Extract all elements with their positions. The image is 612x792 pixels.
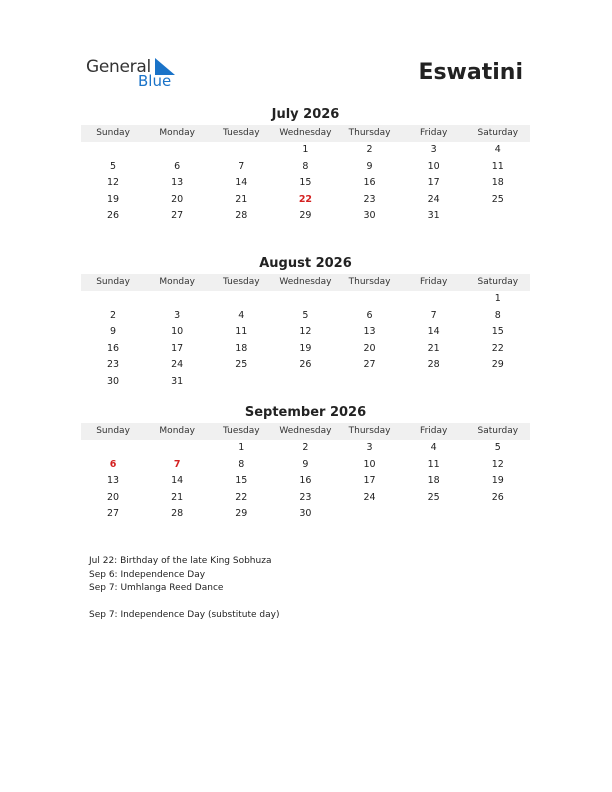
day-cell: 16 [363,177,376,189]
weekday-label: Friday [420,128,448,138]
weekday-label: Wednesday [279,128,332,138]
day-cell [81,291,145,308]
week-row [81,308,530,325]
weekday-header [81,125,530,142]
holiday-note: Jul 22: Birthday of the late King Sobhuza [89,556,272,566]
day-cell: 25 [427,491,440,503]
day-cell: 6 [366,309,373,321]
week-row [81,291,530,308]
week-row [81,357,530,374]
day-cell: 2 [110,309,117,321]
day-cell: 29 [491,359,504,371]
day-cell: 30 [107,375,120,387]
week-row [81,324,530,341]
weekday-label: Tuesday [223,426,260,436]
day-cell: 18 [491,177,504,189]
month-block [81,107,530,225]
weekday-label: Monday [159,128,195,138]
weekday-label: Saturday [477,128,519,138]
day-cell: 31 [171,375,184,387]
day-cell: 15 [235,475,248,487]
month-title: September 2026 [244,405,367,420]
day-cell: 28 [171,508,184,520]
weekday-label: Wednesday [279,426,332,436]
day-cell: 4 [430,442,437,453]
weekday-label: Friday [420,426,448,436]
day-cell [466,374,530,391]
holiday-note: Sep 7: Umhlanga Reed Dance [89,583,224,593]
day-cell: 3 [430,144,437,155]
day-cell: 5 [302,309,309,321]
day-cell: 4 [494,144,501,155]
week-row [81,473,530,490]
day-cell [402,291,466,308]
month-title: August 2026 [259,256,352,271]
day-cell: 2 [302,442,309,453]
day-cell: 14 [427,326,440,338]
day-cell: 24 [171,359,184,371]
weekday-label: Thursday [348,277,391,287]
weekday-label: Tuesday [223,277,260,287]
day-cell: 13 [171,177,184,189]
day-cell: 27 [363,359,376,371]
day-cell: 29 [235,508,248,520]
day-cell: 9 [110,326,117,338]
day-cell [209,374,273,391]
day-cell: 12 [107,177,120,189]
week-row [81,159,530,176]
day-cell: 10 [171,326,184,338]
day-cell: 2 [366,144,373,155]
week-row [81,490,530,507]
day-cell [402,374,466,391]
week-row [81,142,530,159]
day-cell: 26 [299,359,312,371]
day-cell [273,291,337,308]
day-cell: 8 [238,458,245,470]
weekday-label: Saturday [477,426,519,436]
week-row [81,457,530,474]
day-cell: 1 [302,144,309,155]
day-cell: 1 [494,293,501,304]
day-cell: 11 [235,326,248,338]
day-cell: 12 [299,326,312,338]
day-cell: 14 [171,475,184,487]
day-cell: 8 [494,309,501,321]
day-cell: 9 [302,458,309,470]
day-cell: 8 [302,160,309,172]
day-cell: 24 [363,491,376,503]
day-cell: 3 [174,309,181,321]
day-cell: 20 [171,193,184,205]
day-cell: 10 [427,160,440,172]
holiday-notes [89,555,280,623]
holiday-day-cell: 22 [298,193,313,205]
day-cell: 28 [235,210,248,222]
day-cell: 30 [363,210,376,222]
day-cell: 15 [491,326,504,338]
day-cell [466,506,530,523]
day-cell [466,208,530,225]
day-cell [81,142,145,159]
day-cell [145,142,209,159]
day-cell: 27 [107,508,120,520]
holiday-note: Sep 7: Independence Day (substitute day) [89,610,280,620]
day-cell: 24 [427,193,440,205]
day-cell: 21 [427,342,440,354]
day-cell: 31 [427,210,440,222]
month-title: July 2026 [271,107,340,122]
day-cell [209,291,273,308]
day-cell: 6 [174,160,181,172]
day-cell: 19 [491,475,504,487]
day-cell: 23 [363,193,376,205]
weekday-label: Tuesday [223,128,260,138]
day-cell: 5 [494,442,501,453]
day-cell: 20 [363,342,376,354]
day-cell: 22 [235,491,248,503]
weekday-label: Friday [420,277,448,287]
day-cell: 5 [110,160,117,172]
country-title: Eswatini [418,60,523,85]
day-cell: 23 [299,491,312,503]
weekday-header [81,423,530,440]
day-cell [209,142,273,159]
day-cell [338,374,402,391]
day-cell: 9 [366,160,373,172]
holiday-day-cell: 6 [109,458,117,470]
weekday-label: Thursday [348,128,391,138]
week-row [81,440,530,457]
day-cell: 21 [171,491,184,503]
day-cell: 1 [238,442,245,453]
day-cell: 17 [171,342,184,354]
day-cell: 25 [235,359,248,371]
day-cell: 10 [363,458,376,470]
day-cell: 19 [299,342,312,354]
day-cell [402,506,466,523]
day-cell: 14 [235,177,248,189]
note-spacer [89,596,280,610]
day-cell: 15 [299,177,312,189]
weekday-label: Saturday [477,277,519,287]
day-cell: 16 [107,342,120,354]
week-row [81,506,530,523]
day-cell: 21 [235,193,248,205]
day-cell: 16 [299,475,312,487]
day-cell: 29 [299,210,312,222]
day-cell: 17 [427,177,440,189]
day-cell [145,440,209,457]
month-block [81,405,530,523]
day-cell: 23 [107,359,120,371]
day-cell: 19 [107,193,120,205]
day-cell: 28 [427,359,440,371]
weekday-label: Monday [159,426,195,436]
day-cell: 20 [107,491,120,503]
day-cell: 26 [107,210,120,222]
weekday-label: Monday [159,277,195,287]
weekday-label: Thursday [348,426,391,436]
day-cell [338,291,402,308]
day-cell: 11 [427,458,440,470]
day-cell: 11 [491,160,504,172]
week-row [81,341,530,358]
logo-word-blue: Blue [138,72,172,90]
day-cell: 18 [427,475,440,487]
day-cell [81,440,145,457]
day-cell: 22 [491,342,504,354]
day-cell: 13 [107,475,120,487]
holiday-note: Sep 6: Independence Day [89,569,206,580]
day-cell: 17 [363,475,376,487]
week-row [81,208,530,225]
weekday-label: Sunday [96,426,130,436]
day-cell: 25 [491,193,504,205]
logo [86,57,186,93]
day-cell: 18 [235,342,248,354]
logo-word-general: General [86,57,151,77]
week-row [81,192,530,209]
day-cell: 4 [238,309,245,321]
day-cell: 30 [299,508,312,520]
day-cell: 12 [491,458,504,470]
weekday-label: Sunday [96,277,130,287]
day-cell: 7 [238,160,245,172]
month-block [81,256,530,391]
day-cell [273,374,337,391]
day-cell [145,291,209,308]
day-cell: 3 [366,442,373,453]
weekday-label: Sunday [96,128,130,138]
day-cell [338,506,402,523]
weekday-header [81,274,530,291]
day-cell: 26 [491,491,504,503]
weekday-label: Wednesday [279,277,332,287]
holiday-day-cell: 7 [173,458,181,470]
day-cell: 7 [430,309,437,321]
day-cell: 27 [171,210,184,222]
day-cell: 13 [363,326,376,338]
week-row [81,175,530,192]
week-row [81,374,530,391]
